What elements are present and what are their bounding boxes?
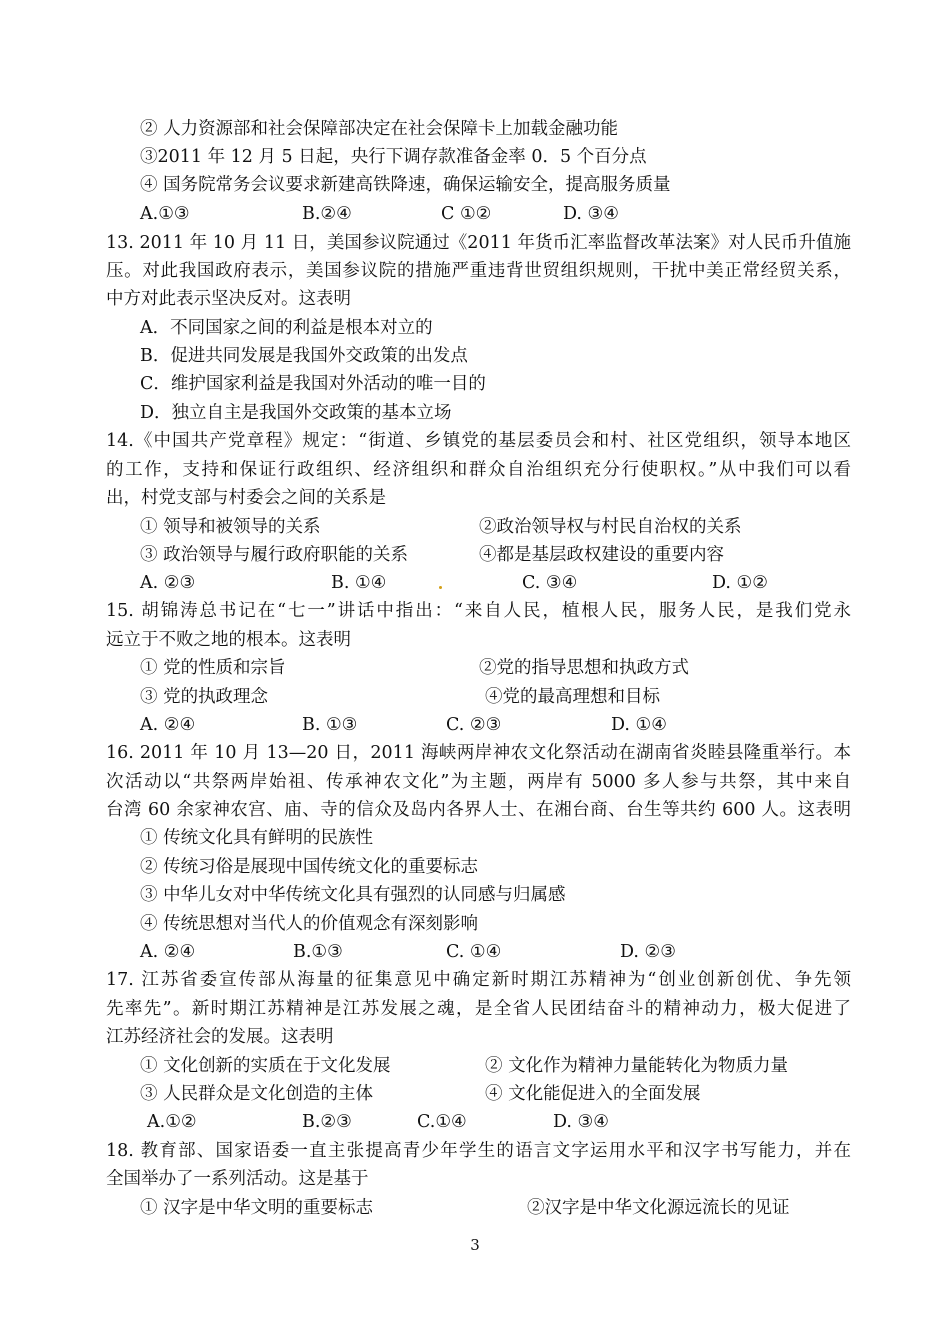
q16-option-d: D. ②③ [620,942,676,962]
q15-option-b: B. ①③ [302,715,358,735]
q12-item-4: ④ 国务院常务会议要求新建高铁降速，确保运输安全，提高服务质量 [140,175,671,195]
q13-option-c: C．维护国家利益是我国对外活动的唯一目的 [140,374,486,394]
q12-option-d: D. ③④ [563,204,619,224]
q17-stem-line-1: 17. 江苏省委宣传部从海量的征集意见中确定新时期江苏精神为“创业创新创优、争先领 [106,970,851,990]
q15-stem-line-2: 远立于不败之地的根本。这表明 [106,630,351,650]
stray-dot-mark [439,586,442,589]
q17-option-a: A.①② [147,1112,197,1132]
q18-stem-line-1: 18. 教育部、国家语委一直主张提高青少年学生的语言文字运用水平和汉字书写能力，并在 [106,1141,851,1161]
q12-option-b: B.②④ [302,204,352,224]
q17-item-2: ② 文化作为精神力量能转化为物质力量 [485,1056,789,1076]
q17-item-1: ① 文化创新的实质在于文化发展 [140,1056,391,1076]
q12-item-3: ③2011 年 12 月 5 日起，央行下调存款准备金率 0．5 个百分点 [140,147,647,167]
q13-stem-line-2: 压。对此我国政府表示，美国参议院的措施严重违背世贸组织规则，干扰中美正常经贸关系， [106,261,851,281]
q16-item-2: ② 传统习俗是展现中国传统文化的重要标志 [140,857,479,877]
q17-item-4: ④ 文化能促进入的全面发展 [485,1084,701,1104]
q17-option-c: C.①④ [417,1112,467,1132]
q18-item-2: ②汉字是中华文化源远流长的见证 [527,1198,790,1218]
q15-option-d: D. ①④ [611,715,667,735]
q18-stem-line-2: 全国举办了一系列活动。这是基于 [106,1169,369,1189]
q12-option-c: C ①② [441,204,492,224]
q17-item-3: ③ 人民群众是文化创造的主体 [140,1084,374,1104]
q16-item-4: ④ 传统思想对当代人的价值观念有深刻影响 [140,914,479,934]
q13-option-b: B．促进共同发展是我国外交政策的出发点 [140,346,468,366]
q15-item-1: ① 党的性质和宗旨 [140,658,286,678]
q12-option-a: A.①③ [140,204,190,224]
q14-item-2: ②政治领导权与村民自治权的关系 [479,517,742,537]
q14-stem-line-2: 的工作，支持和保证行政组织、经济组织和群众自治组织充分行使职权。”从中我们可以看 [106,460,851,480]
q16-option-c: C. ①④ [446,942,502,962]
q17-option-b: B.②③ [302,1112,352,1132]
q13-option-d: D．独立自主是我国外交政策的基本立场 [140,403,452,423]
q12-item-2: ② 人力资源部和社会保障部决定在社会保障卡上加载金融功能 [140,119,619,139]
q17-stem-line-2: 先率先”。新时期江苏精神是江苏发展之魂，是全省人民团结奋斗的精神动力，极大促进了 [106,999,851,1019]
q14-stem-line-3: 出，村党支部与村委会之间的关系是 [106,488,386,508]
q16-option-a: A. ②④ [140,942,196,962]
q15-item-2: ②党的指导思想和执政方式 [479,658,689,678]
q14-option-a: A. ②③ [140,573,196,593]
q17-stem-line-3: 江苏经济社会的发展。这表明 [106,1027,334,1047]
q17-option-d: D. ③④ [553,1112,609,1132]
q16-stem-line-3: 台湾 60 余家神农宫、庙、寺的信众及岛内各界人士、在湘台商、台生等共约 600 人。这表明 [106,800,851,820]
q14-option-d: D. ①② [712,573,768,593]
page-number: 3 [470,1236,480,1254]
q16-item-1: ① 传统文化具有鲜明的民族性 [140,828,374,848]
q16-option-b: B.①③ [293,942,343,962]
q14-stem-line-1: 14.《中国共产党章程》规定：“街道、乡镇党的基层委员会和村、社区党组织，领导本地区 [106,431,851,451]
q15-option-a: A. ②④ [140,715,196,735]
q14-option-c: C. ③④ [522,573,578,593]
q14-item-1: ① 领导和被领导的关系 [140,517,321,537]
q15-stem-line-1: 15. 胡锦涛总书记在“七一”讲话中指出：“来自人民，植根人民，服务人民，是我们党永 [106,601,851,621]
q14-option-b: B. ①④ [331,573,387,593]
q16-stem-line-2: 次活动以“共祭两岸始祖、传承神农文化”为主题，两岸有 5000 多人参与共祭，其中来自 [106,772,851,792]
q13-stem-line-1: 13. 2011 年 10 月 11 日，美国参议院通过《2011 年货币汇率监督改革法案》对人民币升值施 [106,233,851,253]
q18-item-1: ① 汉字是中华文明的重要标志 [140,1198,374,1218]
q14-item-4: ④都是基层政权建设的重要内容 [479,545,724,565]
q15-item-4: ④党的最高理想和目标 [485,687,660,707]
q13-option-a: A．不同国家之间的利益是根本对立的 [140,318,433,338]
q15-option-c: C. ②③ [446,715,502,735]
q16-stem-line-1: 16. 2011 年 10 月 13—20 日，2011 海峡两岸神农文化祭活动在湖南省炎睦县隆重举行。本 [106,743,851,763]
q16-item-3: ③ 中华儿女对中华传统文化具有强烈的认同感与归属感 [140,885,566,905]
q14-item-3: ③ 政治领导与履行政府职能的关系 [140,545,409,565]
q15-item-3: ③ 党的执政理念 [140,687,269,707]
q13-stem-line-3: 中方对此表示坚决反对。这表明 [106,289,351,309]
